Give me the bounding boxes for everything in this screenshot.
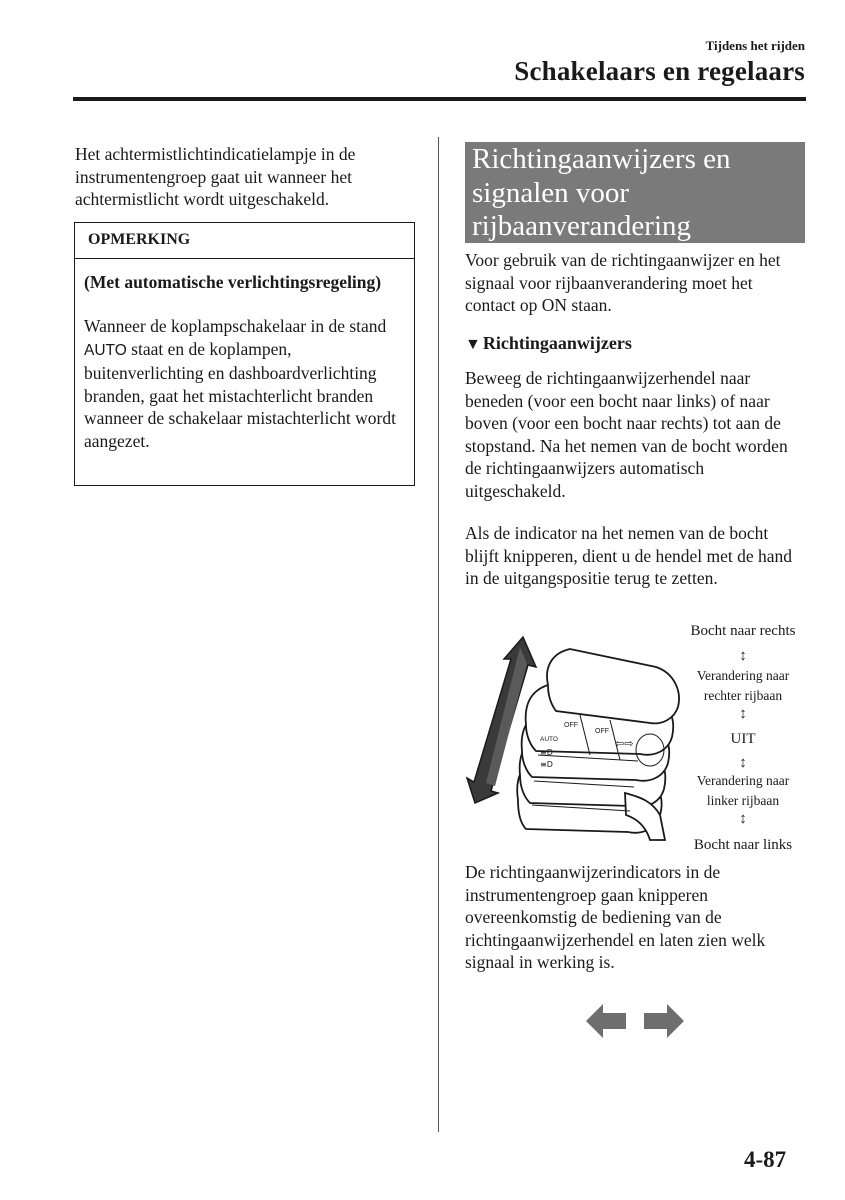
note-auto-label: AUTO bbox=[84, 341, 127, 359]
lever-beam-icon: ≡D bbox=[540, 748, 553, 757]
subheading bbox=[465, 333, 632, 354]
header-rule bbox=[73, 97, 806, 101]
lever-beam-icon-2: ≡D bbox=[540, 760, 553, 769]
note-body-start: Wanneer de koplampschakelaar in de stand bbox=[84, 316, 387, 336]
lever-auto-text: AUTO bbox=[540, 736, 558, 743]
arrow-updown-icon: ↕ bbox=[739, 811, 747, 827]
subheading-text: Richtingaanwijzers bbox=[482, 333, 632, 353]
turn-signal-paragraph: Beweeg de richtingaanwijzerhendel naar beneden (voor een bocht naar links) of naar boven (voor een bocht naar rechts) tot aan de stopstand. Na het nemen van de bocht worden de richtingaanwijzers automatisch uitgeschakeld. bbox=[465, 368, 788, 501]
indicator-paragraph: De richtingaanwijzerindicators in de instrumentengroep gaan knipperen overeenkomstig de bediening van de richtingaanwijzerhendel en laten zien welk signaal in werking is. bbox=[465, 862, 766, 972]
label-lane-right-line1: Verandering naar bbox=[696, 668, 790, 683]
label-left-turn: Bocht naar links bbox=[693, 837, 793, 853]
reset-lever-paragraph: Als de indicator na het nemen van de bocht blijft knipperen, dient u de hendel met de hand in de uitgangspositie terug te zetten. bbox=[465, 523, 793, 588]
arrow-updown-icon: ↕ bbox=[739, 755, 747, 771]
lever-stack-illustration bbox=[517, 649, 679, 840]
left-arrow-icon bbox=[586, 1004, 626, 1038]
diagram-labels bbox=[691, 623, 796, 853]
running-header-section: Tijdens het rijden bbox=[705, 38, 805, 53]
note-header bbox=[75, 223, 414, 259]
arrow-updown-icon: ↕ bbox=[739, 706, 747, 722]
intro-paragraph: Voor gebruik van de richtingaanwijzer en het signaal voor rijbaanverandering moet het contact op ON staan. bbox=[465, 250, 781, 315]
label-lane-left-line1: Verandering naar bbox=[696, 773, 790, 788]
label-lane-right-line2: rechter rijbaan bbox=[703, 688, 783, 703]
note-body bbox=[84, 315, 409, 452]
lever-off-text: OFF bbox=[564, 722, 578, 729]
turn-indicator-arrows bbox=[586, 1004, 684, 1038]
label-right-turn: Bocht naar rechts bbox=[690, 623, 796, 639]
section-heading: Richtingaanwijzers en signalen voor rijbaanverandering bbox=[472, 143, 731, 242]
triangle-marker-icon: ▼ bbox=[465, 336, 481, 353]
arrow-updown-icon: ↕ bbox=[739, 648, 747, 664]
lever-signal-arrow-icon: ⇦⇨ bbox=[615, 737, 634, 750]
label-off: UIT bbox=[730, 731, 756, 747]
fog-light-indicator-paragraph: Het achtermistlichtindicatielampje in de instrumentengroep gaat uit wanneer het achtermistlicht wordt uitgeschakeld. bbox=[75, 144, 356, 209]
right-arrow-icon bbox=[644, 1004, 684, 1038]
chapter-title: Schakelaars en regelaars bbox=[514, 56, 805, 86]
note-heading: OPMERKING bbox=[88, 231, 191, 248]
note-box bbox=[74, 222, 415, 486]
page-number: 4-87 bbox=[744, 1147, 787, 1172]
section-heading-box bbox=[465, 142, 805, 243]
note-subheading: (Met automatische verlichtingsregeling) bbox=[84, 272, 382, 292]
note-body-end: staat en de koplampen, buitenverlichting en dashboardverlichting branden, gaat het mistachterlicht branden wanneer de schakelaar mistachterlicht wordt aangezet. bbox=[84, 338, 396, 451]
lever-off-text-2: OFF bbox=[595, 728, 609, 735]
label-lane-left-line2: linker rijbaan bbox=[706, 793, 780, 808]
column-divider bbox=[438, 137, 439, 1132]
turn-signal-lever-diagram bbox=[460, 615, 805, 860]
